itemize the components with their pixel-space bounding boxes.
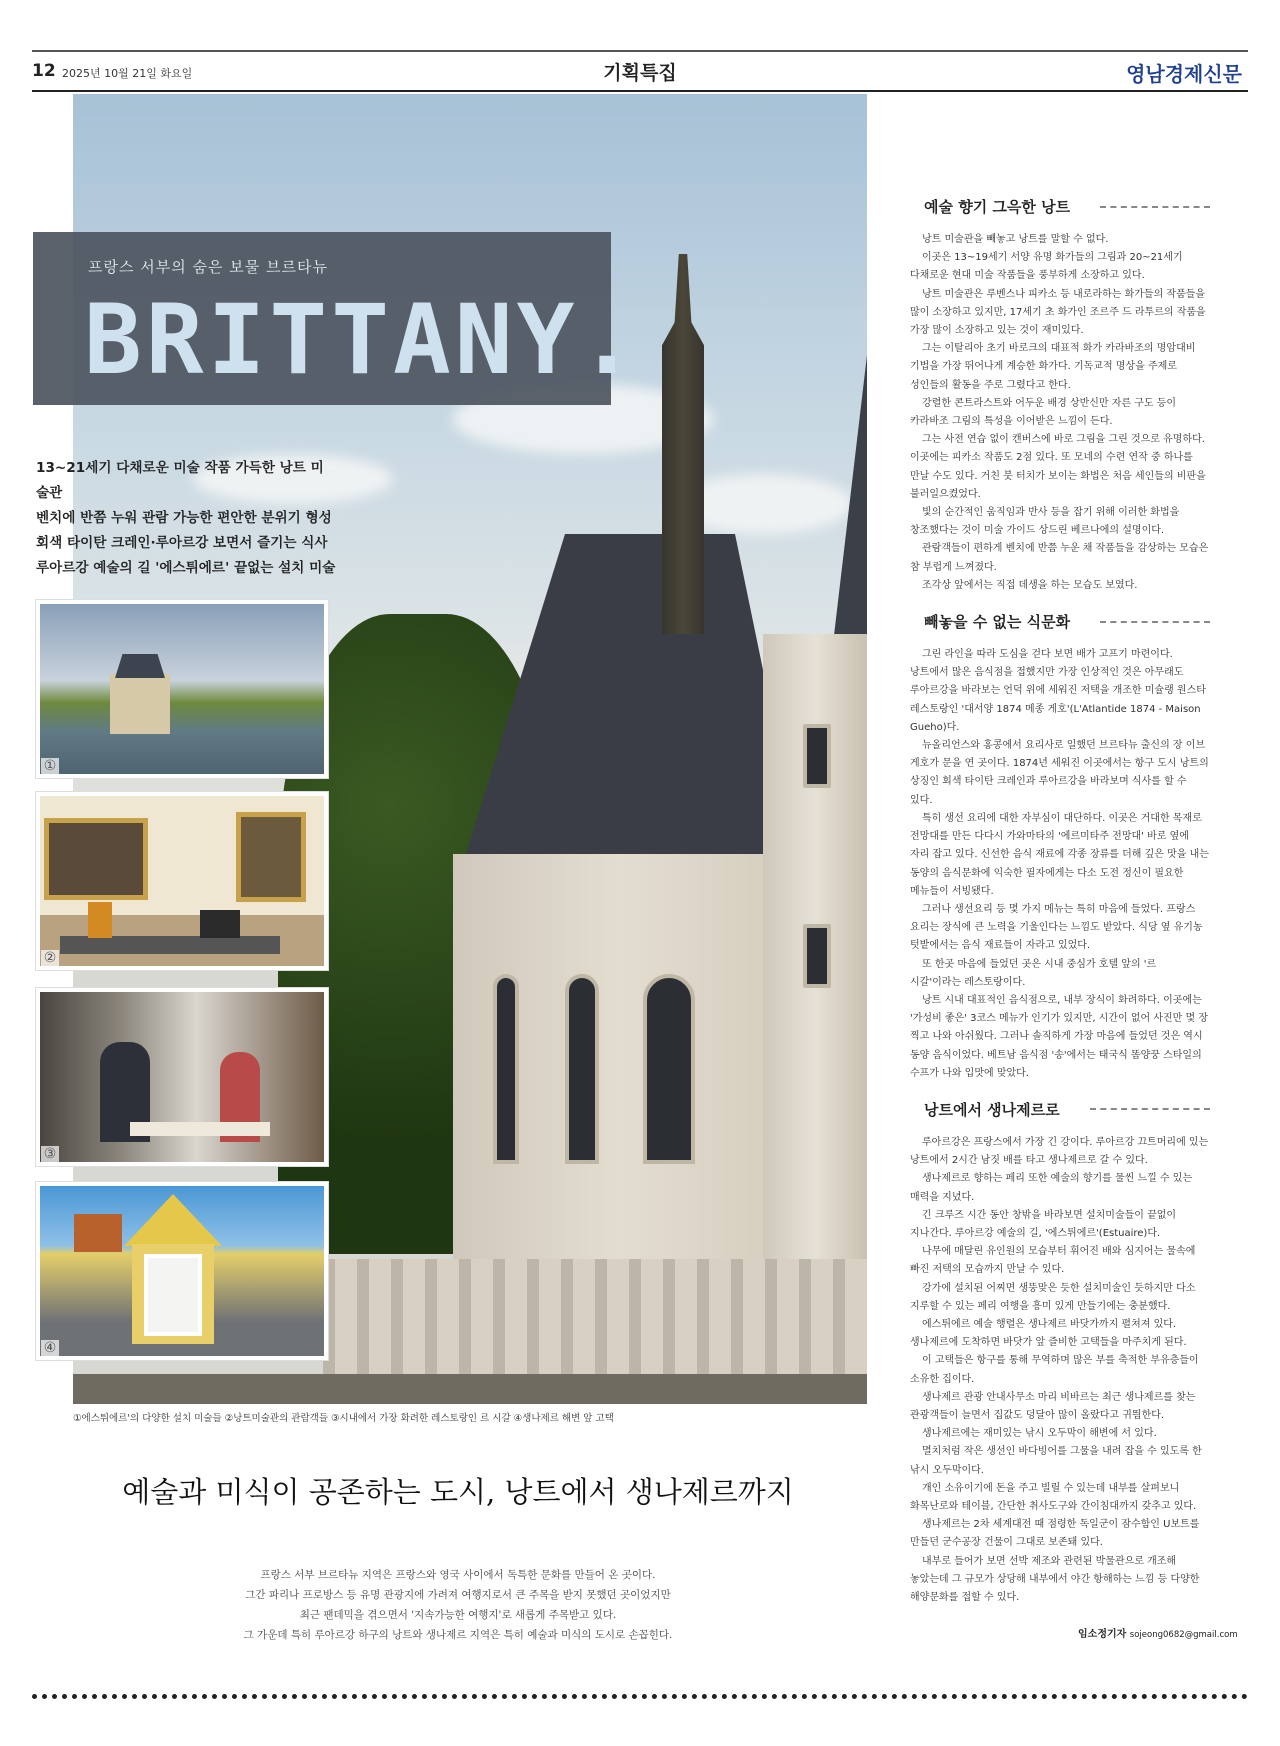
- lead-paragraph: [150, 1565, 766, 1645]
- paragraph: 에스튀에르 예술 행렬은 생나제르 바닷가까지 펼쳐져 있다. 생나제르에 도착하면 바닷가 앞 즐비한 고택들을 마주치게 된다.: [910, 1318, 1187, 1349]
- inset-photo-museum: [36, 792, 328, 970]
- paragraph: 강가에 설치된 어찌면 생뚱맞은 듯한 설치미술인 듯하지만 다소 지루할 수 있는 페리 여행을 흥미 있게 만들기에는 충분했다.: [910, 1282, 1196, 1312]
- inset-photo-seaside-house: [36, 1182, 328, 1360]
- paragraph: 이곳은 13~19세기 서양 유명 화가들의 그림과 20~21세기 다채로운 현대 미술 작품들을 풍부하게 소장하고 있다.: [910, 252, 1183, 282]
- section-heading: 예술 향기 그윽한 낭트: [924, 196, 1210, 217]
- highlight-line: 벤치에 반쯤 누워 관람 가능한 편안한 분위기 형성: [36, 510, 332, 526]
- inset-photo-restaurant: [36, 988, 328, 1166]
- highlight-line: 루아르강 예술의 길 '에스튀에르' 끝없는 설치 미술: [36, 560, 336, 576]
- tower-spire: [833, 304, 867, 644]
- photo-caption: ①에스튀에르'의 다양한 설치 미술들 ②낭트미술관의 관람객들 ③시내에서 가장 화려한 레스토랑인 르 시갈 ④생나제르 해변 앞 고택: [73, 1413, 614, 1424]
- paragraph: 긴 크루즈 시간 동안 창밖을 바라보면 설치미술들이 끝없이 지나간다. 루아르강 예술의 길, '에스튀에르'(Estuaire)다.: [910, 1209, 1177, 1239]
- photo-number: ③: [41, 1146, 59, 1162]
- paragraph: 빛의 순간적인 움직임과 반사 등을 잡기 위해 이러한 화법을 창조했다는 것이 미술 가이드 상드린 베르나에의 설명이다.: [910, 507, 1180, 537]
- paragraph: 그린 라인을 따라 도심을 걷다 보면 배가 고프기 마련이다. 낭트에서 많은 음식점을 접했지만 가장 인상적인 것은 아무래도 루아르강을 바라보는 언덕 위에 세워진 저택을 개조한 미슐랭 원스타 레스토랑인 '대서양 1874 메종 게호'(L'Atlantide 1874 - Maison Gueho)다.: [910, 649, 1206, 733]
- paragraph: 루아르강은 프랑스에서 가장 긴 강이다. 루아르강 끄트머리에 있는 낭트에서 2시간 남짓 배를 타고 생나제르로 갈 수 있다.: [910, 1136, 1209, 1167]
- article-column: [910, 196, 1210, 1607]
- paragraph: 특히 생선 요리에 대한 자부심이 대단하다. 이곳은 거대한 목재로 전망대를 만든 다다시 가와마타의 '에르미타주 전망대' 바로 옆에 자리 잡고 있다. 신선한 음식 재료에 각종 장류를 더해 깊은 맛을 내는 동양의 음식문화에 익숙한 필자에게는 다소 도전 정신이 필요한 메뉴들이 서빙됐다.: [910, 812, 1209, 897]
- paragraph: 그는 이탈리아 초기 바로크의 대표적 화가 카라바조의 명암대비 기법을 가장 뛰어나게 계승한 화가다. 기독교적 명상을 주제로 성인들의 활동을 주로 그렸다고 한다.: [910, 343, 1196, 391]
- paragraph: 나무에 매달린 유인원의 모습부터 휘어진 배와 심지어는 물속에 빠진 저택의 모습까지 만날 수 있다.: [910, 1246, 1196, 1276]
- section-heading: 낭트에서 생나제르로: [924, 1099, 1210, 1120]
- lead-line: 그간 파리나 프로방스 등 유명 관광지에 가려져 여행지로서 큰 주목을 받지 못했던 곳이었지만: [245, 1589, 671, 1601]
- section-title: 기획특집: [603, 62, 677, 84]
- paragraph: 관람객들이 편하게 벤치에 반쯤 누운 채 작품들을 감상하는 모습은 참 부럽게 느껴졌다.: [910, 543, 1209, 573]
- page-number: 12: [32, 61, 56, 81]
- paragraph: 조각상 앞에서는 직접 데생을 하는 모습도 보였다.: [922, 579, 1138, 591]
- lead-line: 최근 팬데믹을 겪으면서 '지속가능한 여행지'로 새롭게 주목받고 있다.: [299, 1609, 617, 1621]
- hero-subtitle: 프랑스 서부의 숨은 보물 브르타뉴: [88, 258, 328, 276]
- reporter-email: sojeong0682@gmail.com: [1129, 1630, 1238, 1640]
- photo-number: ②: [41, 950, 59, 966]
- reporter-name: 임소정기자: [1078, 1629, 1127, 1640]
- paragraph: 또 한곳 마음에 들었던 곳은 시내 중심가 호텔 앞의 '르 시갈'이라는 레스토랑이다.: [910, 958, 1157, 988]
- paragraph: 뉴올리언스와 홍콩에서 요리사로 일했던 브르타뉴 출신의 장 이브 게호가 문을 연 곳이다. 1874년 세워진 이곳에서는 항구 도시 낭트의 상징인 회색 타이탄 크레인과 루아르강을 바라보며 식사를 할 수 있다.: [910, 740, 1209, 806]
- balustrade: [323, 1259, 867, 1379]
- issue-date: 2025년 10월 21일 화요일: [62, 67, 193, 80]
- photo-number: ①: [41, 758, 59, 774]
- byline: [1078, 1625, 1238, 1640]
- paragraph: 낭트 미술관을 빼놓고 낭트를 말할 수 없다.: [922, 234, 1109, 245]
- paragraph: 생나제르에는 재미있는 낚시 오두막이 해변에 서 있다.: [922, 1428, 1157, 1440]
- section-heading: 빼놓을 수 없는 식문화: [924, 611, 1210, 632]
- paragraph: 멸치처럼 작은 생선인 바다빙어를 그물을 내려 잡을 수 있도록 한 낚시 오두막이다.: [910, 1446, 1202, 1476]
- paragraph: 강렬한 콘트라스트와 어두운 배경 상반신만 자른 구도 등이 카라바조 그림의 특성을 이어받은 느낌이 든다.: [910, 397, 1177, 428]
- section-food: [910, 611, 1210, 1083]
- highlight-line: 13~21세기 다채로운 미술 작품 가득한 낭트 미술관: [36, 460, 324, 501]
- highlights: [36, 456, 336, 581]
- hero-title: BRITTANY.: [84, 284, 641, 396]
- paragraph: 생나제르는 2차 세계대전 때 점령한 독일군이 잠수함인 U보트를 만들던 군수공장 건물이 그대로 보존돼 있다.: [910, 1519, 1200, 1549]
- lead-line: 그 가운데 특히 루아르강 하구의 낭트와 생나제르 지역은 특히 예술과 미식의 도시로 손꼽힌다.: [243, 1629, 673, 1641]
- paragraph: 그러나 생선요리 등 몇 가지 메뉴는 특히 마음에 들었다. 프랑스 요리는 장식에 큰 노력을 기울인다는 느낌도 받았다. 식당 옆 유기농 텃밭에서는 음식 재료들이 자라고 있었다.: [910, 903, 1203, 952]
- article-headline: 예술과 미식이 공존하는 도시, 낭트에서 생나제르까지: [122, 1475, 794, 1509]
- paragraph: 그는 사전 연습 없이 캔버스에 바로 그림을 그린 것으로 유명하다. 이곳에는 피카소 작품도 2점 있다. 또 모네의 수련 연작 중 하나를 만날 수도 있다. 거친 붓 터치가 보이는 화법은 처음 세인들의 비판을 불러일으켰었다.: [910, 434, 1206, 500]
- paragraph: 이 고택들은 항구를 통해 무역하며 많은 부를 축적한 부유층들이 소유한 집이다.: [910, 1355, 1199, 1385]
- publication-logo: 영남경제신문: [1126, 62, 1242, 86]
- slate-roof: [463, 534, 803, 864]
- paragraph: 개인 소유이기에 돈을 주고 빌릴 수 있는데 내부를 살펴보니 화목난로와 테이블, 간단한 취사도구와 간이침대까지 갖추고 있다.: [910, 1482, 1197, 1512]
- paragraph: 생나제르로 향하는 페리 또한 예술의 향기를 물씬 느낄 수 있는 매력을 지녔다.: [910, 1173, 1193, 1203]
- river: [73, 1374, 867, 1404]
- inset-photo-estuaire: [36, 600, 328, 778]
- page-header: [32, 50, 1248, 92]
- bottom-divider: [32, 1694, 1248, 1699]
- photo-number: ④: [41, 1340, 59, 1356]
- section-art: [910, 196, 1210, 595]
- lead-line: 프랑스 서부 브르타뉴 지역은 프랑스와 영국 사이에서 독특한 문화를 만들어 온 곳이다.: [260, 1569, 656, 1581]
- paragraph: 낭트 시내 대표적인 음식점으로, 내부 장식이 화려하다. 이곳에는 '가성비 좋은' 3코스 메뉴가 인기가 있지만, 시간이 없어 사진만 몇 장 찍고 나와 아쉬웠다. 그러나 솔직하게 가장 마음에 들었던 것은 역시 동양 음식이었다. 베트남 음식점 '송'에서는 태국식 똠양꿍 스타일의 수프가 나와 입맛에 맞았다.: [910, 994, 1208, 1079]
- section-saint-nazaire: [910, 1099, 1210, 1607]
- paragraph: 생나제르 관광 안내사무소 마리 비바르는 최근 생나제르를 찾는 관광객들이 늘면서 집값도 덩달아 많이 올랐다고 귀띔한다.: [910, 1391, 1196, 1421]
- paragraph: 낭트 미술관은 루벤스나 피카소 등 내로라하는 화가들의 작품들을 많이 소장하고 있지만, 17세기 초 화가인 조르주 드 라투르의 작품을 가장 많이 소장하고 있는 것이 재미있다.: [910, 288, 1206, 337]
- highlight-line: 회색 타이탄 크레인·루아르강 보면서 즐기는 식사: [36, 535, 328, 551]
- paragraph: 내부로 들어가 보면 선박 제조와 관련된 박물관으로 개조해 놓았는데 그 규모가 상당해 내부에서 야간 항해하는 느낌 등 다양한 해양문화를 접할 수 있다.: [910, 1555, 1200, 1604]
